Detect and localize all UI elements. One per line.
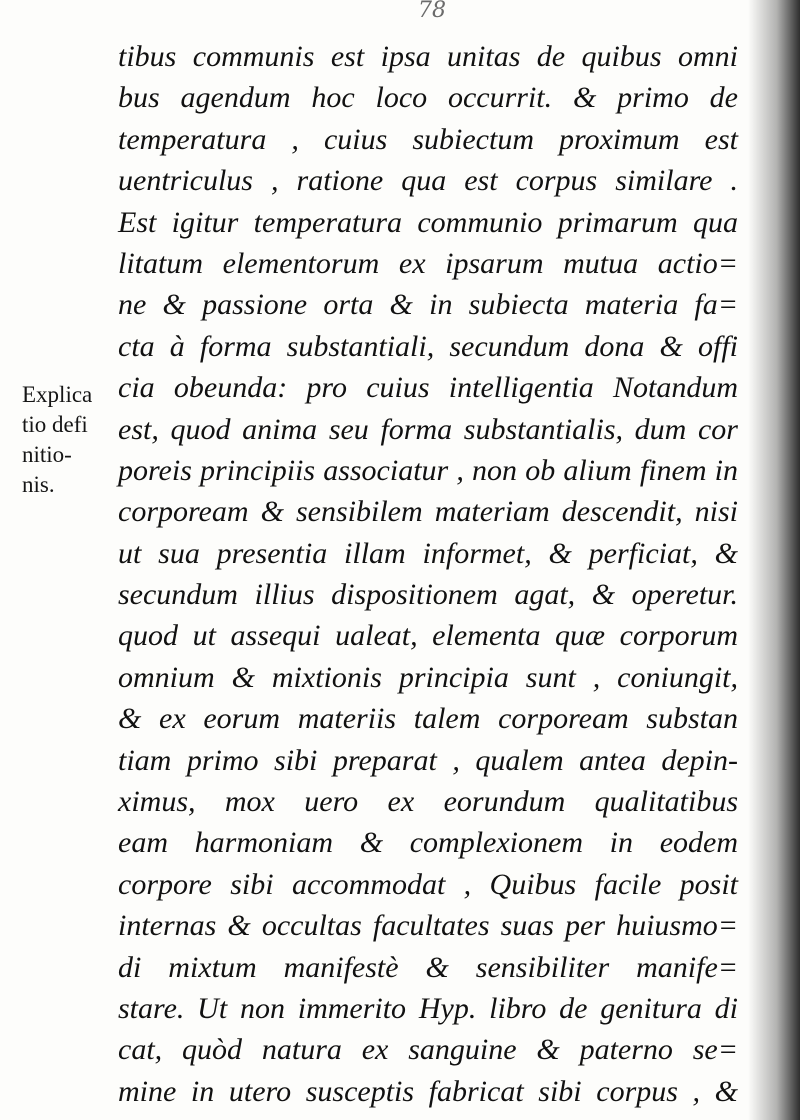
text-line: bus agendum hoc loco occurrit. & primo de [118, 81, 738, 115]
text-line: temperatura , cuius subiectum proximum est [118, 122, 738, 156]
text-line: ximus, mox uero ex eorundum qualitatibus [118, 785, 738, 819]
page-edge-shadow [748, 0, 800, 1120]
text-line: omnium & mixtionis principia sunt , coniungit, [118, 660, 738, 694]
page-number: 78 [418, 0, 446, 23]
text-line: cat, quòd natura ex sanguine & paterno se= [118, 1033, 738, 1067]
text-line: uentriculus , ratione qua est corpus similare . [118, 164, 738, 198]
body-text [118, 36, 738, 1112]
marginal-note [22, 380, 122, 500]
marginal-note-line: nis. [22, 472, 55, 497]
text-line: quod ut assequi ualeat, elementa quæ corporum [118, 619, 738, 653]
text-line: di mixtum manifestè & sensibiliter manife= [118, 950, 738, 984]
text-line: tibus communis est ipsa unitas de quibus omni [118, 40, 738, 73]
text-line: litatum elementorum ex ipsarum mutua actio= [118, 246, 738, 280]
text-line: ut sua presentia illam informet, & perficiat, & [118, 536, 738, 570]
marginal-note-line: Explica [22, 382, 93, 407]
text-line: est, quod anima seu forma substantialis, dum cor [118, 412, 738, 446]
text-line: corpoream & sensibilem materiam descendit, nisi [118, 495, 738, 529]
text-line: ne & passione orta & in subiecta materia fa= [118, 288, 738, 322]
text-line: cta à forma substantiali, secundum dona & offi [118, 329, 738, 363]
text-line: stare. Ut non immerito Hyp. libro de genitura di [118, 991, 738, 1025]
marginal-note-line: tio defi [22, 412, 88, 437]
text-line: mine in utero susceptis fabricat sibi corpus , & [118, 1074, 738, 1108]
text-line: cia obeunda: pro cuius intelligentia Notandum [118, 371, 738, 405]
marginal-note-line: nitio- [22, 442, 72, 467]
text-line: tiam primo sibi preparat , qualem antea depin- [118, 743, 738, 777]
text-line: eam harmoniam & complexionem in eodem [118, 826, 738, 860]
text-line: secundum illius dispositionem agat, & operetur. [118, 578, 738, 612]
text-line: & ex eorum materiis talem corpoream substan [118, 702, 738, 736]
text-line: internas & occultas facultates suas per huiusmo= [118, 909, 738, 943]
text-line: poreis principiis associatur , non ob alium finem in [118, 453, 738, 487]
text-line: corpore sibi accommodat , Quibus facile posit [118, 867, 738, 901]
text-line: Est igitur temperatura communio primarum qua [118, 205, 738, 239]
